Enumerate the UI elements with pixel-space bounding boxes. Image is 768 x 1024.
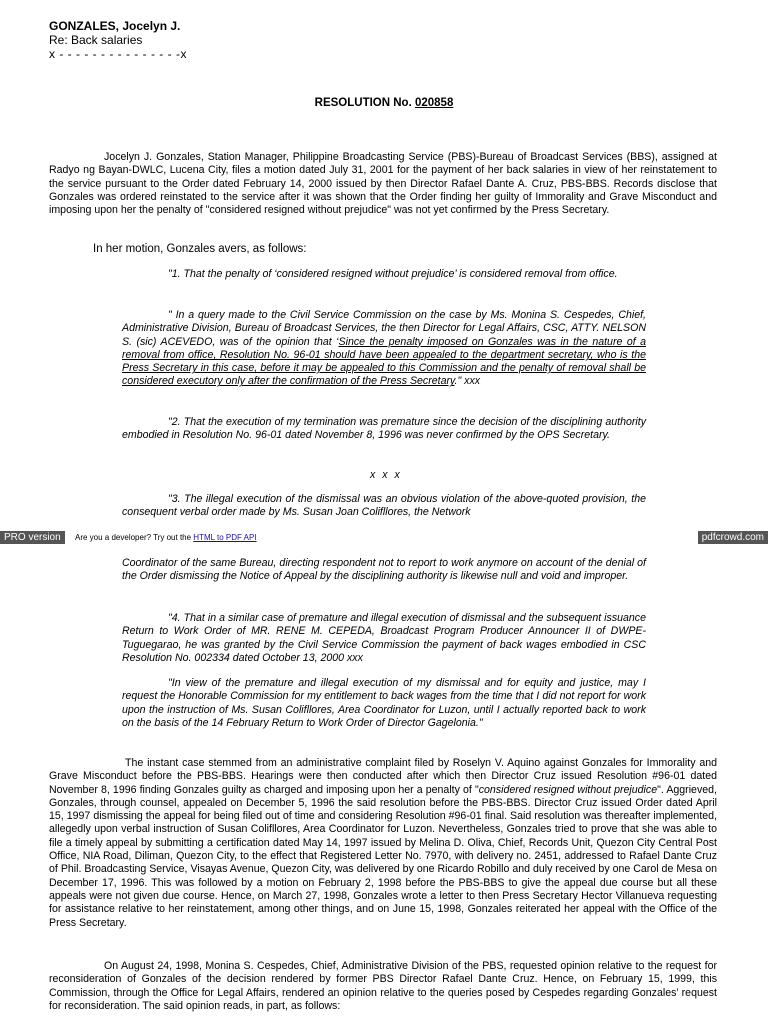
header-name: GONZALES, Jocelyn J. bbox=[49, 19, 181, 33]
resolution-title bbox=[0, 97, 768, 110]
quote-item-3: "3. The illegal execution of the dismissal was an obvious violation of the above-quoted provision, the consequent verbal order made by Ms. Susan Joan Colifllores, the Network bbox=[122, 493, 646, 519]
resolution-number: 020858 bbox=[414, 97, 454, 109]
pro-version-badge[interactable]: PRO version bbox=[0, 531, 65, 544]
case-history-a: The instant case stemmed from an administrative complaint filed by Roselyn V. Aquino against Gonzales for Immorality and Grave Misconduct before the PBS-BBS. Hearings were then conducted after which then Director Cruz issued Resolution #96-01 dated November 8, 1996 finding Gonzales guilty as charged and imposing upon her a penalty of " bbox=[49, 757, 717, 796]
case-history-b: ". Aggrieved, Gonzales, through counsel, appealed on December 5, 1996 the said resolution before the PBS-BBS. Director Cruz issued Order dated April 15, 1997 dismissing the appeal for being filed out of time and considering Resolution #96-01 final. Said resolution was thereafter implemented, allegedly upon verbal instruction of Susan Colifllores, Area Coordinator for Luzon. Nevertheless, Gonzales tried to prove that she was able to file a timely appeal by submitting a certification dated May 14, 1997 issued by Melina D. Oliva, Chief, Records Unit, Quezon City Central Post Office, NIA Road, Diliman, Quezon City, to the effect that Registered Letter No. 7970, with delivery no. 2451, addressed to Rafael Dante Cruz of Phil. Broadcasting Service, Visayas Avenue, Quezon City, was delivered by one Ricardo Robillo and duly received by one Carol de Mesa on December 17, 1996. This was followed by a motion on February 2, 1998 before the PBS-BBS to give the appeal due course but all these appeals were not given due course. Hence, on March 27, 1998, Gonzales wrote a letter to then Press Secretary Hector Villanueva requesting for assistance relative to her reinstatement, among other things, and on June 15, 1998, Gonzales reiterated her appeal with the Office of the Press Secretary. bbox=[49, 783, 717, 929]
paragraph-opinion-request: On August 24, 1998, Monina S. Cespedes, Chief, Administrative Division of the PBS, requested opinion relative to the request for reconsideration of Gonzales of the decision rendered by former PBS Director Rafael Dante Cruz. Hence, on February 15, 1999, this Commission, through the Office for Legal Affairs, rendered an opinion relative to the queries posed by Cespedes regarding Gonzales’ request for reconsideration. The said opinion reads, in part, as follows: bbox=[49, 960, 717, 1012]
paragraph-motion-lead: In her motion, Gonzales avers, as follows: bbox=[93, 243, 307, 255]
resolution-title-prefix: RESOLUTION No. bbox=[314, 97, 415, 109]
paragraph-intro: Jocelyn J. Gonzales, Station Manager, Philippine Broadcasting Service (PBS)-Bureau of Broadcast Services (BBS), assigned at Radyo ng Bayan-DWLC, Lucena City, files a motion dated July 31, 2001 for the payment of her back salaries in view of her reinstatement to the service pursuant to the Order dated February 14, 2000 issued by then Director Rafael Dante A. Cruz, PBS-BBS. Records disclose that Gonzales was ordered reinstated to the service after it was shown that the Order finding her guilty of Immorality and Grave Misconduct and imposing upon her the penalty of "considered resigned without prejudice" was not yet confirmed by the Press Secretary. bbox=[49, 151, 717, 217]
quote-item-1: "1. That the penalty of ‘considered resigned without prejudice’ is considered removal from office. bbox=[168, 268, 618, 280]
quote-query-tail: ." xxx bbox=[454, 375, 481, 388]
header-re: Re: Back salaries bbox=[49, 33, 143, 47]
pdfcrowd-brand-badge[interactable]: pdfcrowd.com bbox=[698, 531, 768, 544]
quote-query-lead: " In a query made to the Civil Service Commission on the case by Ms. Monina S. Cespedes, Chief, Administrative Division, Bureau of Broadcast Services, the then Director for Legal Affairs, CSC, ATTY. NELSON S. (sic) ACEVEDO, was of the opinion that ‘ bbox=[122, 309, 646, 348]
quote-item-3-continued: Coordinator of the same Bureau, directing respondent not to report to work anymore on account of the denial of the Order dismissing the Notice of Appeal by the disciplining authority is likewise null and void and improper. bbox=[122, 557, 646, 583]
developer-note-text: Are you a developer? Try out the bbox=[75, 533, 194, 542]
paragraph-case-history bbox=[49, 757, 717, 930]
case-history-italic: considered resigned without prejudice bbox=[478, 783, 658, 796]
omission-marker: x x x bbox=[370, 469, 402, 481]
quote-query bbox=[122, 309, 646, 389]
quote-request: "In view of the premature and illegal execution of my dismissal and for equity and justice, may I request the Honorable Commission for my entitlement to back wages from the time that I did not report for work upon the instruction of Ms. Susan Colifllores, Area Coordinator for Luzon, until I actually reported back to work on the basis of the 14 February Return to Work Order of Director Gagelonia." bbox=[122, 677, 646, 729]
quote-item-4: "4. That in a similar case of premature and illegal execution of dismissal and the subsequent issuance Return to Work Order of MR. RENE M. CEPEDA, Broadcast Program Producer Announcer II of DWPE-Tuguegarao, he was granted by the Civil Service Commission the payment of back wages embodied in CSC Resolution No. 002334 dated October 13, 2000 xxx bbox=[122, 612, 646, 664]
quote-query-underlined: Since the penalty imposed on Gonzales was in the nature of a removal from office, Resolution No. 96-01 should have been appealed to the department secretary, who is the Press Secretary in this case, before it may be appealed to this Commission and the penalty of removal shall be considered executory only after the confirmation of the Press Secretary bbox=[122, 335, 646, 388]
header-separator: x - - - - - - - - - - - - - - -x bbox=[49, 47, 187, 61]
pdf-watermark-bar bbox=[0, 530, 768, 545]
developer-note bbox=[75, 532, 257, 544]
html-to-pdf-api-link[interactable]: HTML to PDF API bbox=[193, 533, 257, 542]
quote-item-2: "2. That the execution of my termination was premature since the decision of the disciplining authority embodied in Resolution No. 96-01 dated November 8, 1996 was never confirmed by the OPS Secretary. bbox=[122, 416, 646, 442]
